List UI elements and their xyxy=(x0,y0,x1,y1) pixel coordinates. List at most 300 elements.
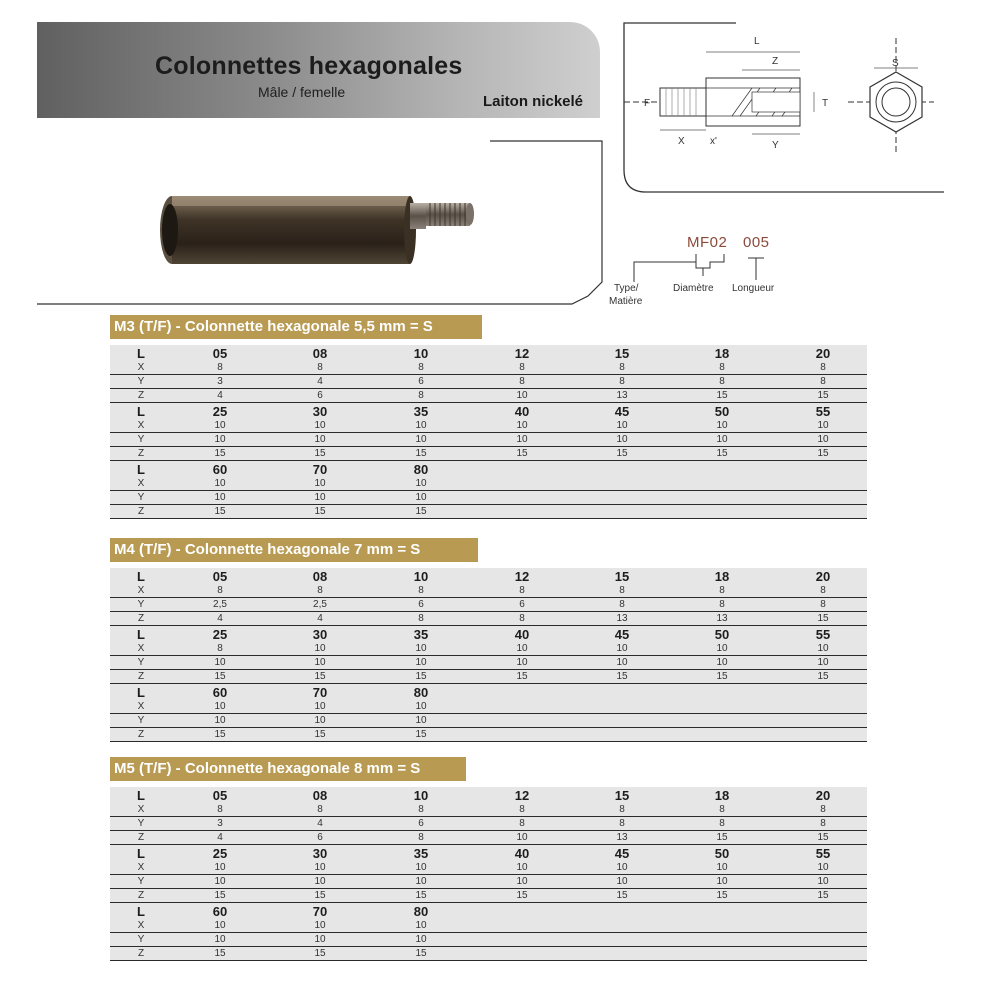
table-cell: 45 xyxy=(614,627,630,642)
table-cell: 15 xyxy=(214,729,226,740)
table-cell: 8 xyxy=(217,804,223,815)
row-label: L xyxy=(137,788,145,803)
table-cell: 10 xyxy=(314,478,326,489)
table-cell: 2,5 xyxy=(213,599,227,610)
table-cell: 15 xyxy=(614,788,630,803)
table-cell: 10 xyxy=(413,788,429,803)
table-cell: 80 xyxy=(413,904,429,919)
table-cell: 8 xyxy=(719,362,725,373)
table-cell: 8 xyxy=(719,376,725,387)
table-cell: 30 xyxy=(312,846,328,861)
table-cell: 40 xyxy=(514,846,530,861)
table-row-x xyxy=(110,361,867,375)
table-cell: 50 xyxy=(714,627,730,642)
table-cell: 15 xyxy=(415,729,427,740)
table-cell: 8 xyxy=(719,599,725,610)
table-cell: 15 xyxy=(214,448,226,459)
row-label: X xyxy=(137,920,145,931)
table-cell: 10 xyxy=(415,434,427,445)
table-cell: 05 xyxy=(212,569,228,584)
table-row-z xyxy=(110,728,867,742)
page-title: Colonnettes hexagonales xyxy=(155,52,463,80)
table-cell: 10 xyxy=(716,657,728,668)
table-cell: 10 xyxy=(214,934,226,945)
table-cell: 15 xyxy=(214,506,226,517)
row-label: Y xyxy=(137,715,145,726)
table-cell: 15 xyxy=(415,448,427,459)
table-cell: 15 xyxy=(415,506,427,517)
table-cell: 8 xyxy=(619,376,625,387)
table-cell: 05 xyxy=(212,346,228,361)
table-cell: 10 xyxy=(214,862,226,873)
row-label: Z xyxy=(137,671,145,682)
table-cell: 10 xyxy=(516,390,528,401)
table-cell: 4 xyxy=(317,376,323,387)
table-cell: 50 xyxy=(714,846,730,861)
table-cell: 15 xyxy=(214,671,226,682)
table-row-z xyxy=(110,831,867,845)
table-cell: 10 xyxy=(314,643,326,654)
table-cell: 8 xyxy=(719,818,725,829)
table-cell: 12 xyxy=(514,788,530,803)
table-cell: 30 xyxy=(312,404,328,419)
table-cell: 8 xyxy=(217,585,223,596)
table-cell: 10 xyxy=(214,657,226,668)
table-cell: 40 xyxy=(514,404,530,419)
section-title: M4 (T/F) - Colonnette hexagonale 7 mm = S xyxy=(110,538,478,562)
table-row-l xyxy=(110,626,867,642)
table-cell: 10 xyxy=(413,569,429,584)
table-cell: 8 xyxy=(519,613,525,624)
table-cell: 10 xyxy=(716,420,728,431)
table-row-l xyxy=(110,403,867,419)
row-label: Y xyxy=(137,599,145,610)
ref-label-length: Longueur xyxy=(732,283,775,294)
table-cell: 10 xyxy=(214,420,226,431)
table-cell: 8 xyxy=(317,362,323,373)
table-cell: 10 xyxy=(314,920,326,931)
table-cell: 8 xyxy=(317,804,323,815)
table-cell: 15 xyxy=(817,890,829,901)
table-cell: 10 xyxy=(214,920,226,931)
table-cell: 13 xyxy=(716,613,728,624)
table-cell: 10 xyxy=(716,643,728,654)
table-cell: 45 xyxy=(614,404,630,419)
row-label: Z xyxy=(137,890,145,901)
table-row-y xyxy=(110,714,867,728)
table-cell: 4 xyxy=(217,390,223,401)
table-cell: 10 xyxy=(314,701,326,712)
table-cell: 10 xyxy=(314,492,326,503)
row-label: Z xyxy=(137,832,145,843)
table-cell: 8 xyxy=(719,804,725,815)
table-cell: 13 xyxy=(616,390,628,401)
table-row-x xyxy=(110,584,867,598)
table-cell: 70 xyxy=(312,904,328,919)
spec-grid xyxy=(110,568,867,742)
table-cell: 3 xyxy=(217,818,223,829)
table-cell: 10 xyxy=(616,657,628,668)
table-cell: 10 xyxy=(817,643,829,654)
table-cell: 10 xyxy=(716,876,728,887)
dim-label-xprime: x' xyxy=(710,136,717,147)
table-cell: 08 xyxy=(312,346,328,361)
table-cell: 40 xyxy=(514,627,530,642)
table-row-l xyxy=(110,787,867,803)
table-row-x xyxy=(110,700,867,714)
table-cell: 8 xyxy=(820,376,826,387)
table-cell: 15 xyxy=(314,506,326,517)
table-cell: 10 xyxy=(415,643,427,654)
table-cell: 35 xyxy=(413,846,429,861)
spec-grid xyxy=(110,787,867,961)
table-cell: 8 xyxy=(820,818,826,829)
table-cell: 50 xyxy=(714,404,730,419)
table-row-l xyxy=(110,684,867,700)
table-cell: 15 xyxy=(716,390,728,401)
table-cell: 10 xyxy=(516,643,528,654)
table-row-x xyxy=(110,803,867,817)
row-label: Y xyxy=(137,376,145,387)
table-cell: 15 xyxy=(314,729,326,740)
table-cell: 15 xyxy=(817,832,829,843)
table-cell: 6 xyxy=(317,390,323,401)
row-label: X xyxy=(137,478,145,489)
table-cell: 8 xyxy=(820,362,826,373)
table-cell: 10 xyxy=(214,434,226,445)
table-cell: 25 xyxy=(212,404,228,419)
row-label: L xyxy=(137,462,145,477)
table-cell: 80 xyxy=(413,685,429,700)
table-cell: 15 xyxy=(415,890,427,901)
table-cell: 10 xyxy=(214,701,226,712)
row-label: Z xyxy=(137,613,145,624)
row-label: L xyxy=(137,569,145,584)
table-cell: 10 xyxy=(516,876,528,887)
table-cell: 8 xyxy=(619,818,625,829)
table-cell: 10 xyxy=(415,920,427,931)
table-cell: 10 xyxy=(616,434,628,445)
table-row-x xyxy=(110,861,867,875)
table-row-l xyxy=(110,845,867,861)
table-cell: 10 xyxy=(516,862,528,873)
table-cell: 10 xyxy=(415,478,427,489)
table-cell: 30 xyxy=(312,627,328,642)
table-cell: 15 xyxy=(616,671,628,682)
table-cell: 60 xyxy=(212,904,228,919)
table-cell: 8 xyxy=(418,362,424,373)
table-cell: 10 xyxy=(415,657,427,668)
table-cell: 15 xyxy=(614,569,630,584)
table-cell: 8 xyxy=(820,585,826,596)
table-cell: 12 xyxy=(514,569,530,584)
table-cell: 10 xyxy=(716,862,728,873)
table-cell: 15 xyxy=(314,890,326,901)
table-cell: 10 xyxy=(415,492,427,503)
table-cell: 8 xyxy=(418,585,424,596)
table-cell: 10 xyxy=(415,420,427,431)
row-label: Z xyxy=(137,948,145,959)
section-title: M3 (T/F) - Colonnette hexagonale 5,5 mm = S xyxy=(110,315,482,339)
table-cell: 15 xyxy=(614,346,630,361)
row-label: X xyxy=(137,643,145,654)
table-cell: 10 xyxy=(817,420,829,431)
table-row-z xyxy=(110,947,867,961)
table-cell: 15 xyxy=(817,613,829,624)
table-row-y xyxy=(110,656,867,670)
table-row-y xyxy=(110,491,867,505)
table-cell: 15 xyxy=(516,448,528,459)
ref-code-part2: 005 xyxy=(743,234,770,251)
table-cell: 20 xyxy=(815,346,831,361)
table-cell: 55 xyxy=(815,846,831,861)
table-cell: 8 xyxy=(619,585,625,596)
table-cell: 60 xyxy=(212,685,228,700)
table-cell: 15 xyxy=(214,948,226,959)
table-cell: 8 xyxy=(619,804,625,815)
table-cell: 10 xyxy=(314,657,326,668)
table-cell: 10 xyxy=(415,934,427,945)
table-cell: 3 xyxy=(217,376,223,387)
table-row-y xyxy=(110,933,867,947)
table-cell: 10 xyxy=(415,701,427,712)
table-cell: 55 xyxy=(815,404,831,419)
table-cell: 15 xyxy=(817,390,829,401)
table-cell: 8 xyxy=(719,585,725,596)
table-cell: 6 xyxy=(418,376,424,387)
table-cell: 35 xyxy=(413,404,429,419)
table-cell: 4 xyxy=(317,613,323,624)
technical-drawing xyxy=(622,22,944,194)
row-label: Y xyxy=(137,934,145,945)
table-row-l xyxy=(110,461,867,477)
table-cell: 10 xyxy=(616,862,628,873)
table-cell: 10 xyxy=(817,434,829,445)
table-cell: 10 xyxy=(516,832,528,843)
table-cell: 8 xyxy=(418,390,424,401)
ref-label-type: Type/ xyxy=(614,283,639,294)
table-cell: 10 xyxy=(314,876,326,887)
table-cell: 6 xyxy=(418,599,424,610)
table-row-y xyxy=(110,375,867,389)
table-cell: 2,5 xyxy=(313,599,327,610)
row-label: Y xyxy=(137,876,145,887)
table-cell: 10 xyxy=(817,657,829,668)
table-cell: 8 xyxy=(519,818,525,829)
table-cell: 8 xyxy=(820,599,826,610)
table-cell: 55 xyxy=(815,627,831,642)
table-cell: 70 xyxy=(312,685,328,700)
table-cell: 10 xyxy=(314,862,326,873)
table-cell: 10 xyxy=(214,478,226,489)
table-row-l xyxy=(110,345,867,361)
table-row-l xyxy=(110,903,867,919)
row-label: L xyxy=(137,346,145,361)
row-label: L xyxy=(137,404,145,419)
table-row-z xyxy=(110,670,867,684)
table-cell: 10 xyxy=(214,492,226,503)
row-label: Y xyxy=(137,818,145,829)
table-cell: 15 xyxy=(716,448,728,459)
table-cell: 4 xyxy=(217,613,223,624)
table-cell: 8 xyxy=(619,362,625,373)
table-cell: 15 xyxy=(516,890,528,901)
standoff-illustration xyxy=(160,196,474,264)
table-cell: 08 xyxy=(312,569,328,584)
table-cell: 15 xyxy=(716,890,728,901)
table-cell: 8 xyxy=(519,585,525,596)
table-row-x xyxy=(110,642,867,656)
dim-label-Z: Z xyxy=(772,56,779,67)
table-cell: 10 xyxy=(314,715,326,726)
table-cell: 15 xyxy=(415,671,427,682)
table-row-z xyxy=(110,889,867,903)
table-cell: 8 xyxy=(317,585,323,596)
row-label: Y xyxy=(137,657,145,668)
table-cell: 15 xyxy=(516,671,528,682)
row-label: Y xyxy=(137,492,145,503)
table-cell: 10 xyxy=(214,876,226,887)
dim-label-X: X xyxy=(678,136,685,147)
table-cell: 6 xyxy=(519,599,525,610)
table-cell: 05 xyxy=(212,788,228,803)
table-cell: 15 xyxy=(314,448,326,459)
table-cell: 4 xyxy=(217,832,223,843)
table-row-z xyxy=(110,612,867,626)
row-label: Z xyxy=(137,506,145,517)
table-row-z xyxy=(110,447,867,461)
table-row-y xyxy=(110,598,867,612)
table-cell: 10 xyxy=(817,876,829,887)
table-cell: 15 xyxy=(716,832,728,843)
table-cell: 25 xyxy=(212,627,228,642)
table-cell: 10 xyxy=(314,934,326,945)
table-cell: 15 xyxy=(415,948,427,959)
table-row-x xyxy=(110,919,867,933)
table-cell: 10 xyxy=(817,862,829,873)
table-cell: 15 xyxy=(616,890,628,901)
table-cell: 08 xyxy=(312,788,328,803)
dim-label-Y: Y xyxy=(772,140,779,151)
table-cell: 13 xyxy=(616,832,628,843)
table-cell: 10 xyxy=(516,434,528,445)
table-cell: 15 xyxy=(616,448,628,459)
table-row-y xyxy=(110,875,867,889)
table-cell: 10 xyxy=(616,876,628,887)
table-cell: 10 xyxy=(516,420,528,431)
table-cell: 15 xyxy=(817,671,829,682)
table-cell: 25 xyxy=(212,846,228,861)
table-cell: 10 xyxy=(616,420,628,431)
table-cell: 8 xyxy=(217,362,223,373)
table-cell: 12 xyxy=(514,346,530,361)
row-label: X xyxy=(137,701,145,712)
row-label: L xyxy=(137,846,145,861)
ref-code-part1: MF02 xyxy=(687,234,728,251)
table-cell: 10 xyxy=(415,862,427,873)
table-cell: 8 xyxy=(820,804,826,815)
table-cell: 8 xyxy=(418,832,424,843)
table-cell: 10 xyxy=(214,715,226,726)
table-row-z xyxy=(110,505,867,519)
table-cell: 8 xyxy=(519,362,525,373)
spec-grid xyxy=(110,345,867,519)
row-label: X xyxy=(137,862,145,873)
table-cell: 18 xyxy=(714,346,730,361)
table-row-l xyxy=(110,568,867,584)
table-cell: 8 xyxy=(418,613,424,624)
row-label: X xyxy=(137,420,145,431)
section-title: M5 (T/F) - Colonnette hexagonale 8 mm = S xyxy=(110,757,466,781)
dim-label-T: T xyxy=(822,98,829,109)
dim-label-S: S xyxy=(892,58,899,69)
table-cell: 10 xyxy=(616,643,628,654)
table-cell: 10 xyxy=(415,715,427,726)
table-cell: 18 xyxy=(714,788,730,803)
table-cell: 13 xyxy=(616,613,628,624)
table-cell: 10 xyxy=(413,346,429,361)
table-cell: 15 xyxy=(716,671,728,682)
table-row-y xyxy=(110,817,867,831)
table-cell: 6 xyxy=(317,832,323,843)
row-label: Z xyxy=(137,729,145,740)
table-cell: 15 xyxy=(817,448,829,459)
material-label: Laiton nickelé xyxy=(483,93,584,110)
table-cell: 10 xyxy=(314,420,326,431)
table-cell: 20 xyxy=(815,788,831,803)
row-label: X xyxy=(137,362,145,373)
table-row-z xyxy=(110,389,867,403)
table-cell: 35 xyxy=(413,627,429,642)
row-label: L xyxy=(137,685,145,700)
row-label: X xyxy=(137,804,145,815)
row-label: Z xyxy=(137,448,145,459)
ref-label-type2: Matière xyxy=(609,296,643,307)
table-cell: 20 xyxy=(815,569,831,584)
table-row-x xyxy=(110,477,867,491)
table-cell: 10 xyxy=(516,657,528,668)
row-label: Z xyxy=(137,390,145,401)
table-cell: 8 xyxy=(217,643,223,654)
row-label: X xyxy=(137,585,145,596)
table-row-x xyxy=(110,419,867,433)
table-cell: 10 xyxy=(716,434,728,445)
table-cell: 8 xyxy=(418,804,424,815)
row-label: L xyxy=(137,904,145,919)
dim-label-F: F xyxy=(644,98,651,109)
table-row-y xyxy=(110,433,867,447)
table-cell: 15 xyxy=(314,671,326,682)
table-cell: 80 xyxy=(413,462,429,477)
table-cell: 45 xyxy=(614,846,630,861)
table-cell: 15 xyxy=(314,948,326,959)
table-cell: 6 xyxy=(418,818,424,829)
row-label: Y xyxy=(137,434,145,445)
ref-label-diameter: Diamètre xyxy=(673,283,714,294)
table-cell: 10 xyxy=(415,876,427,887)
table-cell: 4 xyxy=(317,818,323,829)
table-cell: 8 xyxy=(519,376,525,387)
table-cell: 60 xyxy=(212,462,228,477)
table-cell: 8 xyxy=(519,804,525,815)
row-label: L xyxy=(137,627,145,642)
dim-label-L: L xyxy=(754,36,760,47)
table-cell: 70 xyxy=(312,462,328,477)
page-subtitle: Mâle / femelle xyxy=(258,84,346,100)
table-cell: 10 xyxy=(314,434,326,445)
table-cell: 18 xyxy=(714,569,730,584)
table-cell: 8 xyxy=(619,599,625,610)
